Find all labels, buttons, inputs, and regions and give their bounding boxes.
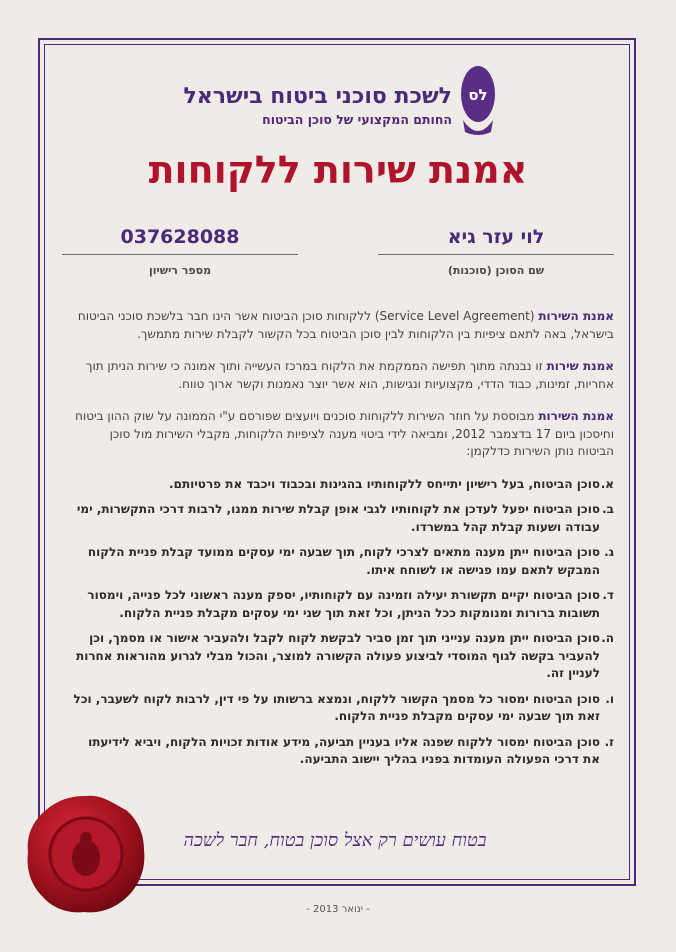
footer-date: - ינואר 2013 - xyxy=(306,904,370,915)
list-item-text: סוכן הביטוח ימסור כל מסמך הקשור ללקוח, ונמצא ברשותו על פי דין, לרבות לקוח לשעבר, וכל זאת תוך שבעה ימי עסקים מקבלת פניית הלקוח. xyxy=(73,691,600,723)
list-item-mark: א. xyxy=(600,476,614,491)
list-item-mark: ד. xyxy=(602,588,614,602)
list-item-mark: ב. xyxy=(602,502,614,516)
charter-body xyxy=(70,308,614,777)
header xyxy=(0,62,676,142)
list-item-text: סוכן הביטוח ימסור ללקוח שפנה אליו בעניין תביעה, מידע אודות זכויות הלקוח, ויביא לידיעתו את דרכי הפעולה העומדות בפניו בהליך יישוב התביעה. xyxy=(88,734,600,766)
list-item xyxy=(70,587,614,622)
list-item xyxy=(70,691,614,726)
signature-slogan: בטוח עושים רק אצל סוכן בטוח, חבר לשכה xyxy=(183,830,487,851)
paragraph-text: (Service Level Agreement) ללקוחות סוכן הביטוח אשר הינו חבר בלשכת סוכני הביטוח בישראל, באה לתאם ציפיות בין הלקוחות לבין סוכן הביטוח בכל הקשור לקבלת שירות מתמשך. xyxy=(77,309,614,341)
list-item-text: סוכן הביטוח יפעל לעדכן את לקוחותיו לגבי אופן קבלת שירות ממנו, לרבות דרכי התקשרות, ימי עבודה ושעות קבלת קהל במשרדו. xyxy=(76,502,600,534)
org-name: לשכת סוכני ביטוח בישראל xyxy=(183,84,452,109)
org-tagline: החותם המקצועי של סוכן הביטוח xyxy=(262,112,452,127)
list-item-mark: ז. xyxy=(604,734,614,749)
list-item xyxy=(70,544,614,579)
list-item-mark: ו. xyxy=(605,691,614,706)
association-logo-icon xyxy=(458,62,498,136)
license-number-rule xyxy=(62,254,298,255)
list-item-text: סוכן הביטוח ייתן מענה מתאים לצרכי לקוח, תוך שבעה ימי עסקים ממועד קבלת פניית הלקוח המבקש לתאם עמו פגישה או לשוחח איתו. xyxy=(87,545,600,577)
paragraph xyxy=(70,358,614,393)
license-number-label: מספר רישיון xyxy=(148,264,212,277)
paragraph-lead: אמנת השירות xyxy=(538,309,614,323)
commitments-list xyxy=(70,476,614,769)
list-item xyxy=(70,734,614,769)
agent-name-label: שם הסוכן (סוכנות) xyxy=(447,264,545,277)
list-item xyxy=(70,476,614,494)
agent-name-value: לוי עזר גיא xyxy=(447,226,545,248)
list-item-text: סוכן הביטוח יקיים תקשורת יעילה וזמינה עם לקוחותיו, יספק מענה ראשוני לכל פנייה, וימסור תשובות ברורות ומנומקות ככל הניתן, וכל זאת תוך שני ימי עסקים מקבלת פניית הלקוח. xyxy=(87,588,600,620)
list-item xyxy=(70,630,614,683)
paragraph-lead: אמנת שירות xyxy=(546,359,614,373)
paragraph xyxy=(70,308,614,343)
paragraph-lead: אמנת השירות xyxy=(538,409,614,423)
list-item-mark: ג. xyxy=(604,545,614,559)
paragraph xyxy=(70,408,614,461)
wax-seal-icon xyxy=(22,790,150,918)
page-title: אמנת שירות ללקוחות xyxy=(148,148,528,192)
license-number-value: 037628088 xyxy=(120,226,240,248)
list-item-text: סוכן הביטוח ייתן מענה ענייני תוך זמן סביר לבקשת לקוח לקבל ולהעביר אישור או מסמך, וכן להעביר בקשה לגוף המוסדי לביצוע פעולה הקשורה למוצר, והכול מבלי לגרוע מהוראות אחרות לעניין זה. xyxy=(76,631,600,680)
list-item xyxy=(70,501,614,536)
paragraph-text: מבוססת על חוזר השירות ללקוחות סוכנים ויועצים שפורסם ע"י הממונה על שוק ההון ביטוח וחיסכון ביום 17 בדצמבר 2012, ומביאה לידי ביטוי מענה לציפיות הלקוחות, מקבלי השירות מול סוכן הביטוח נותן השירות כדלקמן: xyxy=(75,409,614,458)
agent-name-field xyxy=(378,226,614,277)
list-item-mark: ה. xyxy=(601,631,614,645)
list-item-text: סוכן הביטוח, בעל רישיון יתייחס ללקוחותיו בהגינות ובכבוד ויכבד את פרטיותם. xyxy=(169,476,600,491)
logo-letters: לס xyxy=(468,86,488,104)
agent-name-rule xyxy=(378,254,614,255)
paragraph-text: זו נבנתה מתוך תפישה הממקמת את הלקוח במרכז העשייה ותוך אמונה כי שירות הניתן תוך אחריות, זמינות, כבוד הדדי, מקצועיות ונגישות, הוא אשר יוצר נאמנות וקשר ארוך טווח. xyxy=(86,359,614,391)
license-number-field xyxy=(62,226,298,277)
